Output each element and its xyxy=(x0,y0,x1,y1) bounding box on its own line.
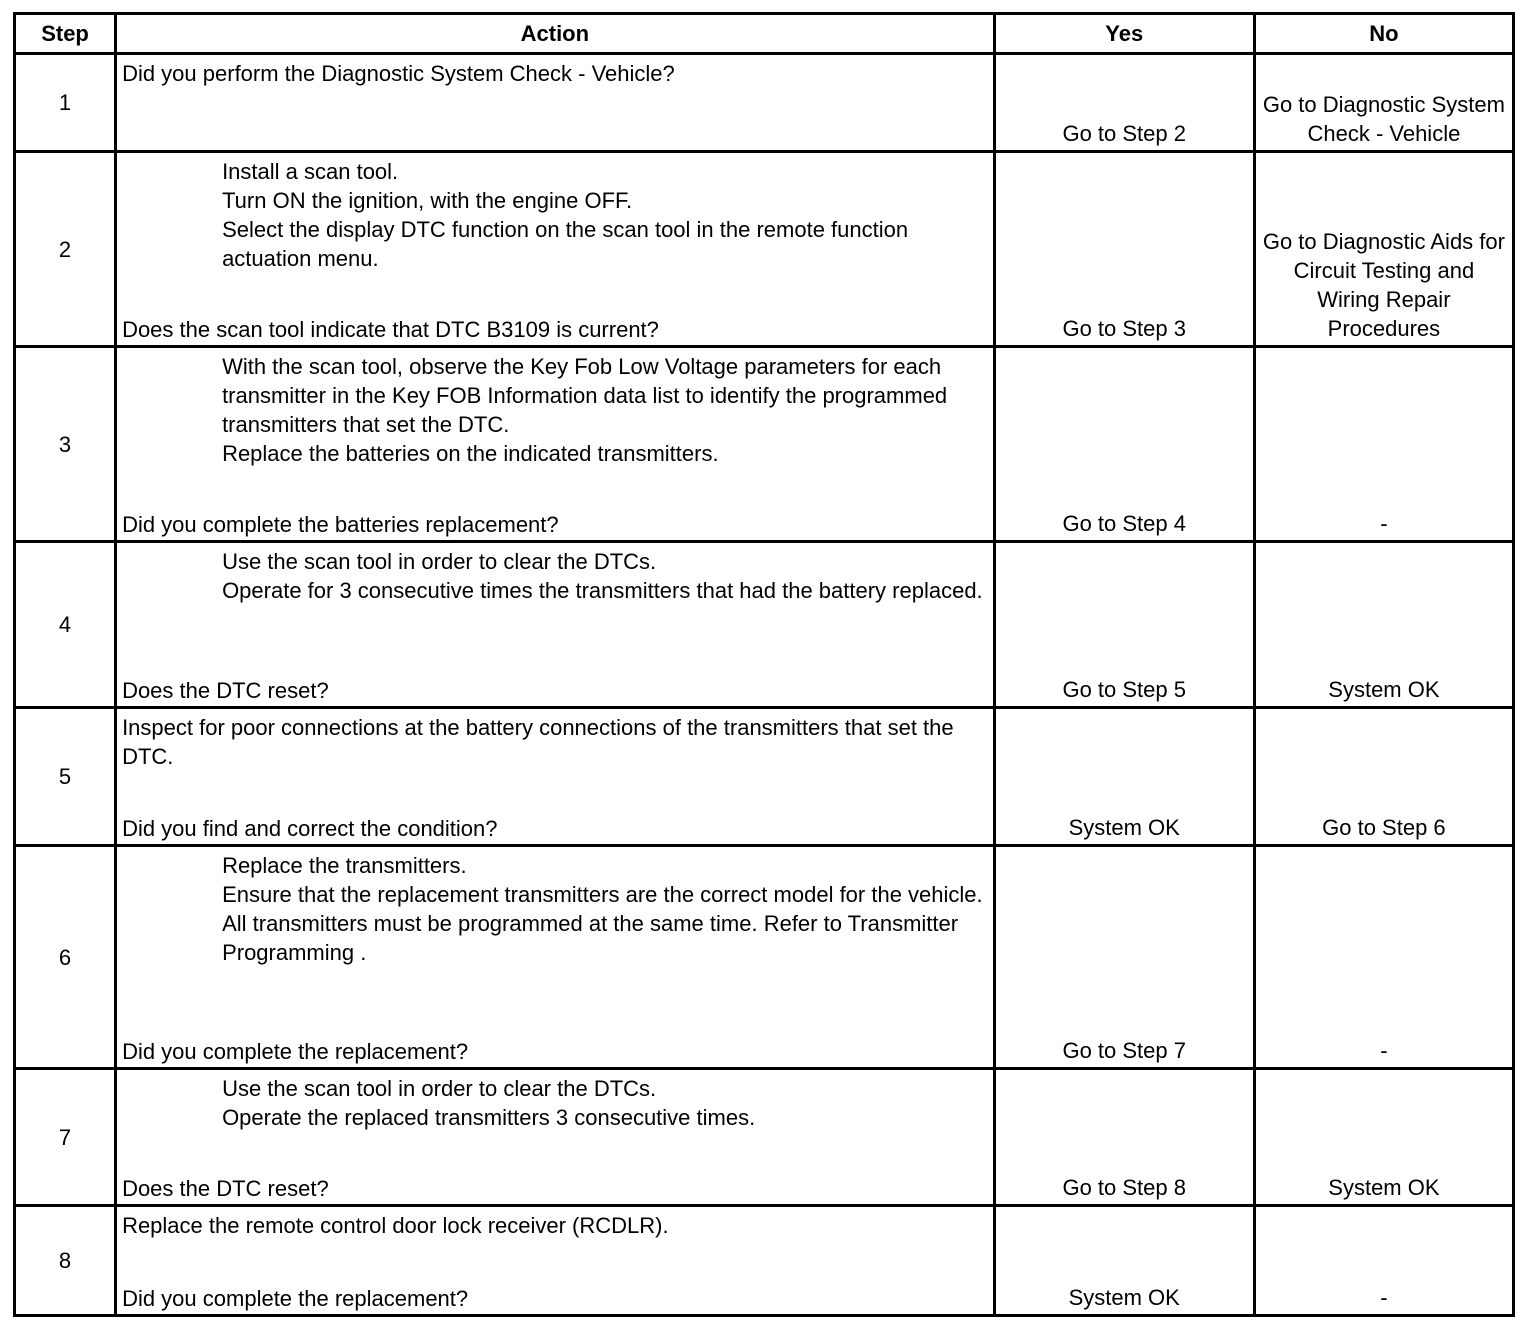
header-yes: Yes xyxy=(994,14,1254,54)
table-row xyxy=(15,846,1514,1069)
yes-result: System OK xyxy=(994,1206,1254,1316)
header-step: Step xyxy=(15,14,116,54)
action-cell xyxy=(116,54,995,152)
action-text: Inspect for poor connections at the battery connections of the transmitters that set the DTC. xyxy=(122,715,954,769)
action-cell xyxy=(116,846,995,1069)
header-action: Action xyxy=(116,14,995,54)
no-result: Go to Diagnostic Aids for Circuit Testing and Wiring Repair Procedures xyxy=(1254,152,1513,347)
no-result: Go to Step 6 xyxy=(1254,708,1513,846)
step-number: 4 xyxy=(15,542,116,708)
no-result: System OK xyxy=(1254,542,1513,708)
action-step: Use the scan tool in order to clear the DTCs. xyxy=(222,549,657,574)
action-step: With the scan tool, observe the Key Fob Low Voltage parameters for each transmitter in the Key FOB Information data list to identify the programmed transmitters that set the DTC. xyxy=(222,354,948,437)
yes-result: Go to Step 8 xyxy=(994,1069,1254,1206)
action-cell xyxy=(116,1069,995,1206)
action-steps-list xyxy=(122,547,989,605)
action-steps-list xyxy=(122,352,989,468)
yes-result: Go to Step 4 xyxy=(994,347,1254,542)
action-step: Install a scan tool. xyxy=(222,159,399,184)
yes-result: Go to Step 2 xyxy=(994,54,1254,152)
action-question: Does the DTC reset? xyxy=(122,678,329,703)
table-row xyxy=(15,54,1514,152)
action-step: Use the scan tool in order to clear the DTCs. xyxy=(222,1076,657,1101)
action-cell xyxy=(116,1206,995,1316)
no-result: - xyxy=(1254,1206,1513,1316)
step-number: 8 xyxy=(15,1206,116,1316)
action-step: All transmitters must be programmed at the same time. Refer to Transmitter Programming . xyxy=(222,911,959,965)
action-question: Did you find and correct the condition? xyxy=(122,816,498,841)
action-question: Did you complete the batteries replacement? xyxy=(122,512,559,537)
table-row xyxy=(15,347,1514,542)
no-result: System OK xyxy=(1254,1069,1513,1206)
action-steps-list xyxy=(122,851,989,967)
action-steps-list xyxy=(122,1074,989,1132)
action-steps-list xyxy=(122,157,989,273)
action-step: Operate the replaced transmitters 3 consecutive times. xyxy=(222,1105,756,1130)
action-step: Select the display DTC function on the scan tool in the remote function actuation menu. xyxy=(222,217,909,271)
step-number: 5 xyxy=(15,708,116,846)
action-cell xyxy=(116,542,995,708)
action-step: Ensure that the replacement transmitters are the correct model for the vehicle. xyxy=(222,882,983,907)
no-result: - xyxy=(1254,846,1513,1069)
table-row xyxy=(15,1206,1514,1316)
yes-result: Go to Step 5 xyxy=(994,542,1254,708)
action-cell xyxy=(116,708,995,846)
action-cell xyxy=(116,347,995,542)
action-text: Did you perform the Diagnostic System Check - Vehicle? xyxy=(122,61,675,86)
diagnostic-table xyxy=(13,12,1515,1317)
table-row xyxy=(15,542,1514,708)
action-question: Did you complete the replacement? xyxy=(122,1039,469,1064)
yes-result: Go to Step 3 xyxy=(994,152,1254,347)
yes-result: Go to Step 7 xyxy=(994,846,1254,1069)
table-row xyxy=(15,1069,1514,1206)
yes-result: System OK xyxy=(994,708,1254,846)
action-step: Replace the transmitters. xyxy=(222,853,467,878)
action-step: Operate for 3 consecutive times the transmitters that had the battery replaced. xyxy=(222,578,983,603)
action-question: Did you complete the replacement? xyxy=(122,1286,469,1311)
action-step: Turn ON the ignition, with the engine OFF. xyxy=(222,188,633,213)
step-number: 2 xyxy=(15,152,116,347)
step-number: 6 xyxy=(15,846,116,1069)
no-result: Go to Diagnostic System Check - Vehicle xyxy=(1254,54,1513,152)
step-number: 1 xyxy=(15,54,116,152)
action-question: Does the DTC reset? xyxy=(122,1176,329,1201)
header-row xyxy=(15,14,1514,54)
table-row xyxy=(15,708,1514,846)
action-cell xyxy=(116,152,995,347)
action-question: Does the scan tool indicate that DTC B3109 is current? xyxy=(122,317,659,342)
header-no: No xyxy=(1254,14,1513,54)
step-number: 7 xyxy=(15,1069,116,1206)
step-number: 3 xyxy=(15,347,116,542)
no-result: - xyxy=(1254,347,1513,542)
action-step: Replace the batteries on the indicated transmitters. xyxy=(222,441,719,466)
table-row xyxy=(15,152,1514,347)
action-text: Replace the remote control door lock receiver (RCDLR). xyxy=(122,1213,669,1238)
